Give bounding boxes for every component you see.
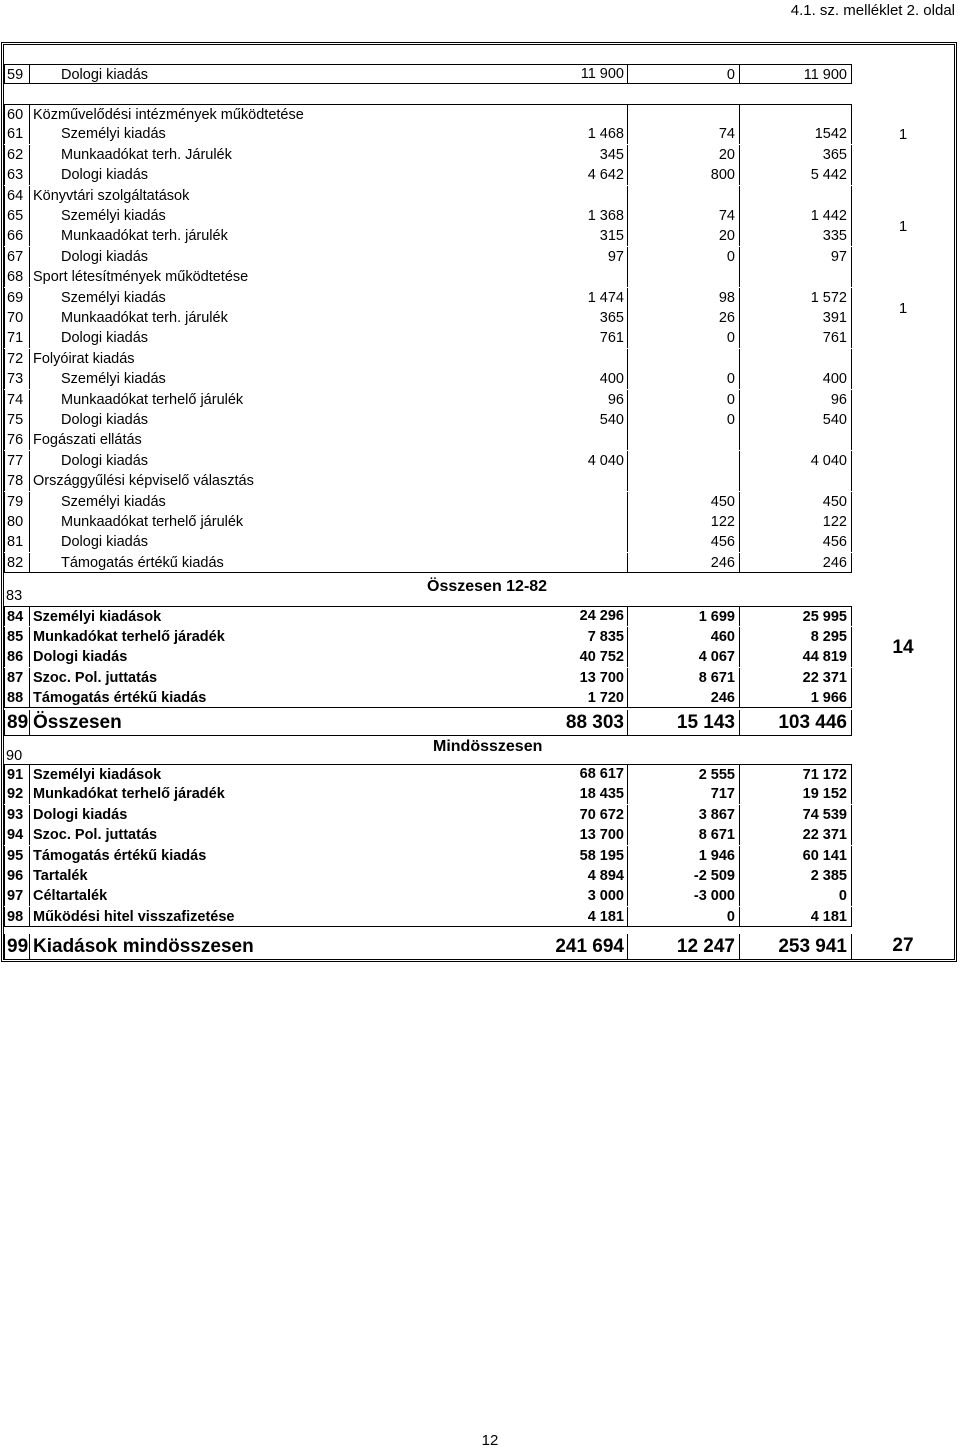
row-label: Működési hitel visszafizetése (30, 907, 628, 927)
value-modified: 71 172 (740, 764, 852, 784)
row-number: 70 (4, 308, 30, 328)
value-change: 717 (628, 784, 740, 804)
row-label: Személyi kiadás (30, 369, 628, 389)
value-original (404, 471, 628, 491)
row-label: Könyvtári szolgáltatások (30, 186, 628, 206)
value-change (628, 430, 740, 450)
side-value: 1 (898, 126, 908, 143)
row-label: Munkadókat terhelő járadék (30, 784, 628, 804)
table-row (4, 328, 852, 348)
row-number: 74 (4, 390, 30, 410)
value-change (628, 267, 740, 287)
value-change: 74 (628, 206, 740, 226)
value-modified: 456 (740, 532, 852, 552)
row-label: Munkaadókat terh. járulék (30, 308, 628, 328)
table-row (4, 710, 852, 736)
row-number: 85 (4, 627, 30, 647)
table-row (4, 866, 852, 886)
value-original: 24 296 (579, 608, 624, 624)
value-modified: 246 (740, 553, 852, 573)
value-modified: 761 (740, 328, 852, 348)
table-row (4, 647, 852, 667)
value-modified (740, 471, 852, 491)
row-label: Személyi kiadás (30, 492, 628, 512)
row-label: Folyóirat kiadás (30, 349, 628, 369)
value-change: 1 699 (628, 606, 740, 626)
value-change: 3 867 (628, 805, 740, 825)
row-number: 76 (4, 430, 30, 450)
table-row (4, 145, 852, 165)
row-number: 59 (4, 64, 30, 84)
value-original: 58 195 (579, 847, 624, 864)
table-row (4, 267, 852, 287)
side-value: 1 (898, 300, 908, 317)
side-value: 27 (892, 935, 914, 956)
table-row (4, 553, 852, 573)
table-row (4, 186, 852, 206)
value-modified (740, 104, 852, 124)
row-number: 91 (4, 764, 30, 784)
value-change: 450 (628, 492, 740, 512)
row-number: 63 (4, 165, 30, 185)
row-label: Összesen (30, 710, 628, 736)
value-original: 70 672 (579, 806, 624, 823)
value-original: 3 000 (587, 888, 624, 905)
value-original (404, 553, 628, 573)
value-change: 246 (628, 553, 740, 573)
row-label: Munkaadókat terhelő járulék (30, 390, 628, 410)
row-number: 68 (4, 267, 30, 287)
row-label: Közművelődési intézmények működtetése (30, 104, 628, 124)
value-original: 4 181 (587, 908, 624, 925)
value-change: 20 (628, 145, 740, 165)
table-row (4, 247, 852, 267)
value-change: 8 671 (628, 668, 740, 688)
row-label: Támogatás értékű kiadás (30, 553, 628, 573)
value-original: 96 (607, 392, 624, 408)
value-change (628, 451, 740, 471)
row-number: 98 (4, 907, 30, 927)
table-row (4, 390, 852, 410)
row-label: Országgyűlési képviselő választás (30, 471, 628, 491)
value-change: 26 (628, 308, 740, 328)
value-change: 12 247 (628, 934, 740, 960)
value-original: 13 700 (579, 827, 624, 844)
value-modified: 22 371 (740, 825, 852, 845)
value-modified: 74 539 (740, 805, 852, 825)
table-row (4, 512, 852, 532)
row-number: 71 (4, 328, 30, 348)
row-number: 69 (4, 288, 30, 308)
value-modified: 11 900 (740, 64, 852, 84)
table-row (4, 825, 852, 845)
row-number: 61 (4, 124, 30, 144)
row-number: 90 (6, 748, 23, 764)
table-row (4, 124, 852, 144)
row-number: 66 (4, 226, 30, 246)
row-label: Tartalék (30, 866, 628, 886)
value-change: 122 (628, 512, 740, 532)
value-change: -2 509 (628, 866, 740, 886)
value-original: 1 468 (587, 126, 624, 142)
value-modified: 96 (740, 390, 852, 410)
value-original (404, 349, 628, 369)
value-modified: 1 966 (740, 688, 852, 708)
value-change: 460 (628, 627, 740, 647)
row-number: 82 (4, 553, 30, 573)
value-change: 456 (628, 532, 740, 552)
row-label: Munkaadókat terhelő járulék (30, 512, 628, 532)
value-original: 18 435 (579, 786, 624, 803)
value-change: 2 555 (628, 764, 740, 784)
value-change: 0 (628, 64, 740, 84)
value-change: 8 671 (628, 825, 740, 845)
row-number: 87 (4, 668, 30, 688)
section-title: Összesen 12-82 (427, 578, 548, 595)
value-change: 15 143 (628, 710, 740, 736)
row-number: 95 (4, 846, 30, 866)
value-modified (740, 430, 852, 450)
value-original: 4 894 (587, 868, 624, 884)
value-modified: 450 (740, 492, 852, 512)
value-original (404, 186, 628, 206)
row-label: Szoc. Pol. juttatás (30, 825, 628, 845)
value-original (404, 430, 628, 450)
value-modified: 400 (740, 369, 852, 389)
value-change: 1 946 (628, 846, 740, 866)
value-original: 1 368 (587, 208, 624, 224)
value-original: 540 (599, 412, 624, 428)
row-number: 78 (4, 471, 30, 491)
value-original: 4 040 (587, 453, 624, 469)
row-label: Támogatás értékű kiadás (30, 688, 628, 708)
row-label: Személyi kiadás (30, 206, 628, 226)
table-row (4, 410, 852, 430)
table-row (4, 369, 852, 389)
table-row (4, 430, 852, 450)
value-modified: 391 (740, 308, 852, 328)
row-number: 89 (4, 710, 30, 736)
row-label: Kiadások mindösszesen (30, 934, 628, 960)
table-row (4, 627, 852, 647)
row-label: Személyi kiadások (30, 606, 628, 626)
value-original (404, 104, 628, 124)
value-change: 246 (628, 688, 740, 708)
row-label: Dologi kiadás (30, 805, 628, 825)
table-row (4, 165, 852, 185)
value-modified: 2 385 (740, 866, 852, 886)
row-number: 88 (4, 688, 30, 708)
value-modified (740, 186, 852, 206)
value-modified: 4 040 (740, 451, 852, 471)
value-modified: 5 442 (740, 165, 852, 185)
value-original: 11 900 (580, 66, 624, 82)
value-original: 345 (599, 147, 624, 163)
table-row (4, 907, 852, 927)
side-value: 1 (898, 218, 908, 235)
table-row (4, 226, 852, 246)
value-change (628, 186, 740, 206)
row-number: 81 (4, 532, 30, 552)
value-change: 20 (628, 226, 740, 246)
row-label: Szoc. Pol. juttatás (30, 668, 628, 688)
side-value: 14 (892, 637, 914, 658)
table-row (4, 688, 852, 708)
row-number: 60 (4, 104, 30, 124)
table-row (4, 784, 852, 804)
row-number: 94 (4, 825, 30, 845)
value-modified: 365 (740, 145, 852, 165)
page-number: 12 (481, 1432, 499, 1449)
row-number: 86 (4, 647, 30, 667)
table-row (4, 451, 852, 471)
value-original: 68 617 (579, 766, 624, 782)
table-row (4, 805, 852, 825)
row-number: 80 (4, 512, 30, 532)
value-modified: 4 181 (740, 907, 852, 927)
table-row (4, 532, 852, 552)
table-row (4, 308, 852, 328)
value-modified: 8 295 (740, 627, 852, 647)
row-label: Dologi kiadás (30, 328, 628, 348)
row-number: 92 (4, 784, 30, 804)
value-original (404, 492, 628, 512)
value-modified: 540 (740, 410, 852, 430)
value-modified: 25 995 (740, 606, 852, 626)
value-original: 40 752 (579, 649, 624, 665)
table-row (4, 349, 852, 369)
row-label: Céltartalék (30, 886, 628, 906)
row-label: Személyi kiadás (30, 288, 628, 308)
value-change (628, 349, 740, 369)
value-change: -3 000 (628, 886, 740, 906)
row-number: 62 (4, 145, 30, 165)
value-modified: 1 572 (740, 288, 852, 308)
row-number: 67 (4, 247, 30, 267)
row-label: Munkadókat terhelő járadék (30, 627, 628, 647)
table-row (4, 886, 852, 906)
row-label: Dologi kiadás (30, 532, 628, 552)
value-change: 0 (628, 369, 740, 389)
value-change: 0 (628, 907, 740, 927)
row-label: Személyi kiadás (30, 124, 628, 144)
row-label: Dologi kiadás (30, 247, 628, 267)
value-original: 365 (599, 310, 624, 326)
value-modified (740, 349, 852, 369)
row-number: 83 (6, 588, 23, 604)
value-change: 4 067 (628, 647, 740, 667)
section-title: Mindösszesen (433, 738, 543, 755)
value-change: 0 (628, 390, 740, 410)
value-modified: 97 (740, 247, 852, 267)
row-label: Fogászati ellátás (30, 430, 628, 450)
table-row (4, 606, 852, 626)
value-original: 7 835 (587, 628, 624, 645)
value-modified (740, 267, 852, 287)
value-modified: 253 941 (740, 934, 852, 960)
value-original: 4 642 (587, 167, 624, 183)
table-row (4, 764, 852, 784)
value-change: 0 (628, 328, 740, 348)
row-number: 93 (4, 805, 30, 825)
value-original: 1 720 (587, 690, 624, 706)
table-row (4, 206, 852, 226)
table-row (4, 288, 852, 308)
row-number: 97 (4, 886, 30, 906)
row-label: Munkaadókat terh. járulék (30, 226, 628, 246)
value-modified: 1542 (740, 124, 852, 144)
value-change: 800 (628, 165, 740, 185)
value-modified: 1 442 (740, 206, 852, 226)
table-row (4, 471, 852, 491)
row-label: Dologi kiadás (30, 647, 628, 667)
row-number: 64 (4, 186, 30, 206)
table-row (4, 934, 852, 960)
value-modified: 103 446 (740, 710, 852, 736)
value-modified: 19 152 (740, 784, 852, 804)
value-original (404, 512, 628, 532)
row-number: 65 (4, 206, 30, 226)
row-label: Munkaadókat terh. Járulék (30, 145, 628, 165)
row-label: Dologi kiadás (30, 165, 628, 185)
row-number: 75 (4, 410, 30, 430)
table-row (4, 846, 852, 866)
row-label: Dologi kiadás (30, 451, 628, 471)
value-change: 0 (628, 410, 740, 430)
value-original: 761 (599, 330, 624, 346)
value-original: 315 (599, 228, 624, 244)
table-row (4, 492, 852, 512)
value-change: 0 (628, 247, 740, 267)
value-original: 400 (599, 371, 624, 387)
row-number: 84 (4, 606, 30, 626)
row-number: 96 (4, 866, 30, 886)
value-original (404, 532, 628, 552)
row-label: Személyi kiadások (30, 764, 628, 784)
row-label: Sport létesítmények működtetése (30, 267, 628, 287)
value-original: 241 694 (555, 936, 624, 957)
row-label: Támogatás értékű kiadás (30, 846, 628, 866)
value-change (628, 104, 740, 124)
value-modified: 0 (740, 886, 852, 906)
value-change (628, 471, 740, 491)
value-original: 97 (607, 249, 624, 265)
value-modified: 44 819 (740, 647, 852, 667)
page-header: 4.1. sz. melléklet 2. oldal (790, 2, 955, 19)
value-modified: 335 (740, 226, 852, 246)
table-row (4, 64, 852, 84)
table-row (4, 104, 852, 124)
value-original: 13 700 (579, 669, 624, 686)
row-number: 77 (4, 451, 30, 471)
row-number: 73 (4, 369, 30, 389)
row-label: Dologi kiadás (30, 64, 628, 84)
value-modified: 60 141 (740, 846, 852, 866)
value-modified: 122 (740, 512, 852, 532)
table-row (4, 668, 852, 688)
row-label: Dologi kiadás (30, 410, 628, 430)
section-heading-row (4, 740, 852, 764)
value-original: 1 474 (587, 290, 624, 306)
value-change: 74 (628, 124, 740, 144)
row-number: 99 (4, 934, 30, 960)
value-original (404, 267, 628, 287)
value-change: 98 (628, 288, 740, 308)
value-modified: 22 371 (740, 668, 852, 688)
row-number: 72 (4, 349, 30, 369)
value-original: 88 303 (565, 712, 624, 733)
row-number: 79 (4, 492, 30, 512)
